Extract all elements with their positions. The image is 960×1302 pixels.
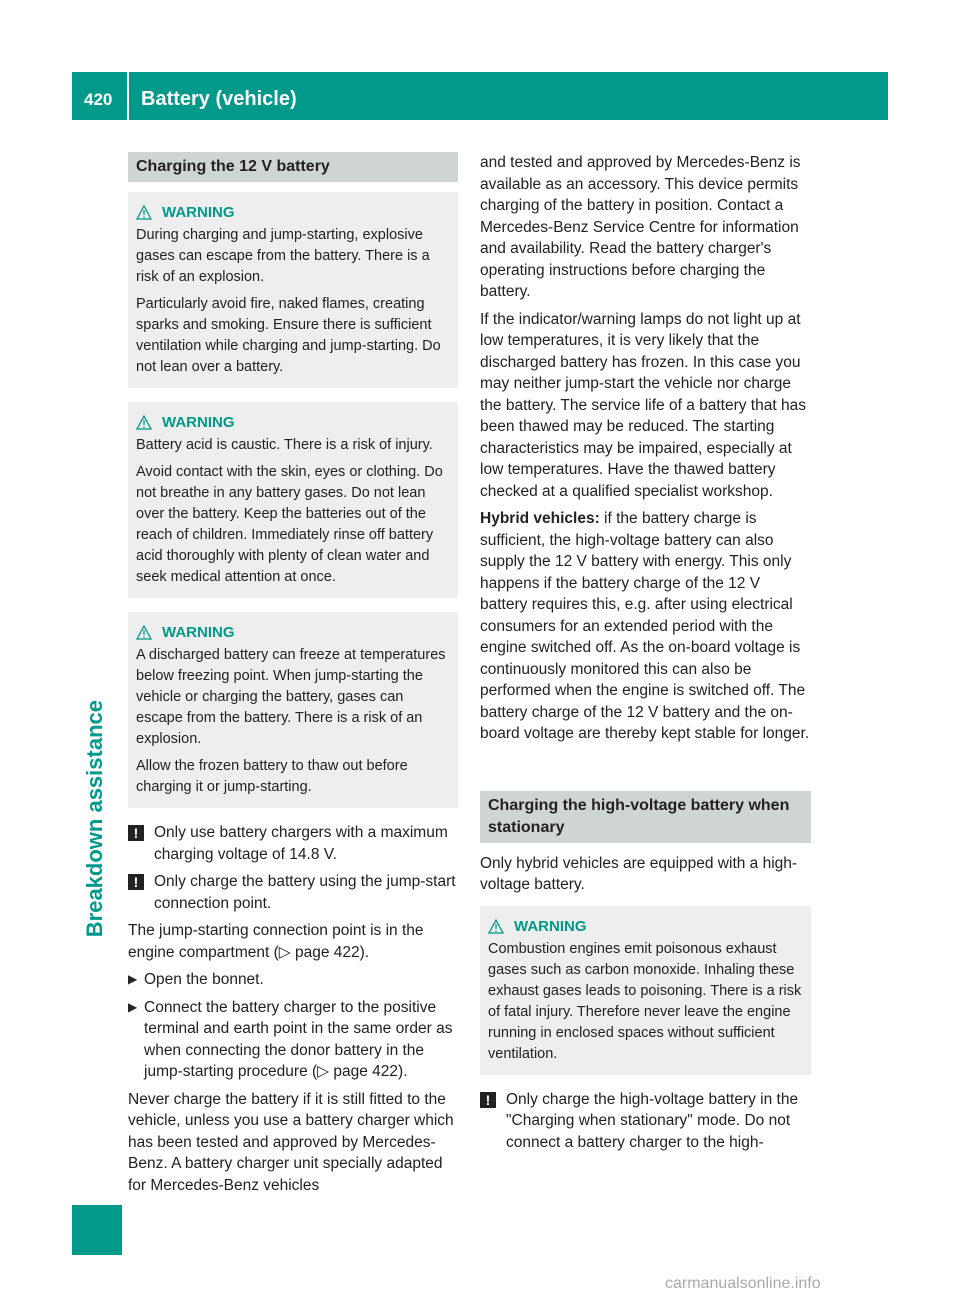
step-item: ▶ Open the bonnet. bbox=[128, 969, 458, 991]
note-item: ! Only charge the battery using the jump-start connection point. bbox=[128, 871, 458, 914]
section-title-charging-12v: Charging the 12 V battery bbox=[128, 152, 458, 182]
warning-text: Battery acid is caustic. There is a risk of injury. bbox=[136, 437, 433, 453]
warning-text: During charging and jump-starting, explosive gases can escape from the battery. There is a risk of an explosion. bbox=[136, 227, 430, 285]
warning-title: WARNING bbox=[136, 202, 450, 223]
body-paragraph: Never charge the battery if it is still fitted to the vehicle, unless you use a battery charger which has been tested and approved by Mercedes-Benz. A battery charger unit specially adapted for Mercedes-Benz vehicles bbox=[128, 1090, 454, 1194]
note-item: ! Only charge the high-voltage battery in the "Charging when stationary" mode. Do not connect a battery charger to the high- bbox=[480, 1089, 811, 1154]
right-column bbox=[480, 152, 811, 1159]
warning-triangle-icon bbox=[136, 625, 152, 640]
header-title: Battery (vehicle) bbox=[141, 88, 297, 110]
side-tab-marker bbox=[72, 1205, 122, 1255]
warning-box-2 bbox=[128, 402, 458, 598]
hybrid-label: Hybrid vehicles: bbox=[480, 510, 600, 527]
step-arrow-icon: ▶ bbox=[128, 972, 138, 986]
warning-title: WARNING bbox=[136, 412, 450, 433]
side-section-label: Breakdown assistance bbox=[82, 700, 107, 938]
warning-title: WARNING bbox=[488, 916, 803, 937]
page-number: 420 bbox=[84, 90, 113, 109]
warning-triangle-icon bbox=[136, 205, 152, 220]
warning-text: A discharged battery can freeze at temperatures below freezing point. When jump-starting the vehicle or charging the battery, gases can escape from the battery. There is a risk of an explosion. bbox=[136, 647, 446, 747]
warning-text: Avoid contact with the skin, eyes or clothing. Do not breathe in any battery gases. Do not lean over the battery. Keep the batteries out of the reach of children. Immediately rinse off battery acid thoroughly with plenty of clean water and seek medical attention at once. bbox=[136, 464, 443, 585]
section-title-high-voltage: Charging the high-voltage battery when stationary bbox=[480, 791, 811, 843]
warning-box-3 bbox=[128, 612, 458, 808]
warning-box-4 bbox=[480, 906, 811, 1075]
exclamation-icon: ! bbox=[128, 874, 144, 890]
step-item: ▶ Connect the battery charger to the positive terminal and earth point in the same order as when connecting the donor battery in the jump-starting procedure (▷ page 422). bbox=[128, 997, 458, 1083]
step-arrow-icon: ▶ bbox=[128, 999, 138, 1014]
warning-text: Allow the frozen battery to thaw out before charging it or jump-starting. bbox=[136, 758, 408, 795]
body-paragraph: If the indicator/warning lamps do not light up at low temperatures, it is very likely that the discharged battery has frozen. In this case you may neither jump-start the vehicle nor charge the battery. The service life of a battery that has been thawed may be reduced. The starting characteristics may be impaired, especially at low temperatures. Have the thawed battery checked at a qualified specialist workshop. bbox=[480, 310, 806, 500]
warning-triangle-icon bbox=[136, 415, 152, 430]
body-paragraph: Only hybrid vehicles are equipped with a high-voltage battery. bbox=[480, 854, 798, 893]
header-divider bbox=[127, 72, 129, 120]
exclamation-icon: ! bbox=[128, 825, 144, 841]
warning-triangle-icon bbox=[488, 919, 504, 934]
left-column bbox=[128, 152, 458, 1202]
body-paragraph: and tested and approved by Mercedes-Benz is available as an accessory. This device permits charging of the battery in position. Contact a Mercedes-Benz Service Centre for information and availability. Read the battery charger's operating instructions before charging the battery. bbox=[480, 154, 801, 300]
note-item: ! Only use battery chargers with a maximum charging voltage of 14.8 V. bbox=[128, 822, 458, 865]
warning-box-1 bbox=[128, 192, 458, 388]
exclamation-icon: ! bbox=[480, 1092, 496, 1108]
watermark: carmanualsonline.info bbox=[665, 1275, 821, 1292]
body-paragraph-hybrid: Hybrid vehicles: if the battery charge is sufficient, the high-voltage battery can also supply the 12 V battery with energy. This only happens if the battery charge of the 12 V battery requires this, e.g. after using electrical consumers for an extended period with the engine switched off. As the on-board voltage is continuously monitored this can also be performed when the engine is switched off. The battery charge of the 12 V battery and the on-board voltage are thereby kept stable for longer. bbox=[480, 510, 810, 742]
warning-text: Particularly avoid fire, naked flames, creating sparks and smoking. Ensure there is sufficient ventilation while charging and jump-starting. Do not lean over a battery. bbox=[136, 296, 441, 375]
warning-title: WARNING bbox=[136, 622, 450, 643]
warning-text: Combustion engines emit poisonous exhaust gases such as carbon monoxide. Inhaling these exhaust gases leads to poisoning. There is a risk of fatal injury. Therefore never leave the engine running in enclosed spaces without sufficient ventilation. bbox=[488, 940, 802, 1062]
body-paragraph: The jump-starting connection point is in the engine compartment (▷ page 422). bbox=[128, 922, 424, 961]
